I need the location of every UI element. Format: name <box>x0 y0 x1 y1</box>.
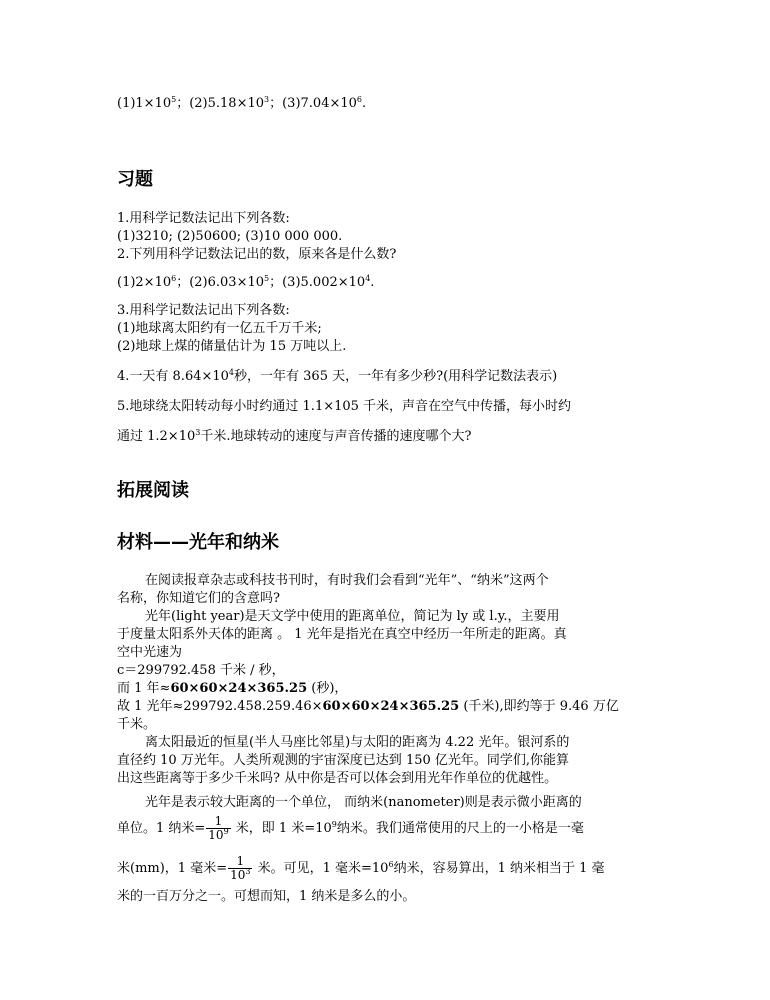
nanometer-def-suffix: 纳米。我们通常使用的尺上的一小格是一毫 <box>336 821 584 836</box>
question-1-items: (1)3210; (2)50600; (3)10 000 000. <box>117 229 343 244</box>
fraction-2-denominator <box>228 869 252 882</box>
question-3-item-2: (2)地球上煤的储量估计为 15 万吨以上. <box>117 339 347 354</box>
light-year-formula: 60×60×24×365.25 <box>322 699 460 714</box>
question-2-end: . <box>370 275 375 290</box>
paragraph-4-line-1: 光年是表示较大距离的一个单位， 而纳米(nanometer)则是表示微小距离的 <box>145 795 582 810</box>
question-3-title: 3.用科学记数法记出下列各数: <box>117 303 290 318</box>
question-2-item-3-exponent: 4 <box>365 274 371 283</box>
answer-3: ；(3)7.04×10 <box>269 96 357 111</box>
light-year-formula-prefix: 故 1 光年≈299792.458.259.46× <box>117 699 323 714</box>
year-formula-prefix: 而 1 年≈ <box>117 681 171 696</box>
paragraph-2-line-2: 于度量太阳系外天体的距离 。 1 光年是指光在真空中经历一年所走的距离。真 <box>117 627 567 642</box>
fraction-1-denominator-exponent: 9 <box>223 827 229 836</box>
question-5-exponent: 3 <box>195 428 201 437</box>
question-5-line-2 <box>117 428 471 446</box>
paragraph-2-line-6 <box>117 698 619 716</box>
fraction-1-over-10-3 <box>228 855 252 882</box>
answer-end: . <box>362 96 367 111</box>
question-2-item-3: ；(3)5.002×10 <box>269 275 366 290</box>
millimeter-def-suffix: 纳米，容易算出，1 纳米相当于 1 毫 <box>393 861 605 876</box>
answer-1-exponent: 5 <box>171 95 177 104</box>
paragraph-1-line-2: 名称，你知道它们的含意吗? <box>117 591 280 606</box>
question-4-part-a: 4.一天有 8.64×10 <box>117 369 229 384</box>
paragraph-2-line-5 <box>117 680 347 698</box>
question-2-item-2: ；(2)6.03×10 <box>176 275 265 290</box>
fraction-2-numerator: 1 <box>228 855 252 869</box>
paragraph-2-line-1: 光年(light year)是天文学中使用的距离单位，简记为 ly 或 l.y.，主要用 <box>145 609 560 624</box>
question-2-item-2-exponent: 5 <box>264 274 270 283</box>
material-heading: 材料——光年和纳米 <box>117 532 279 553</box>
question-1-title: 1.用科学记数法记出下列各数: <box>117 211 290 226</box>
paragraph-3-line-2: 直径约 10 万光年。人类所观测的宇宙深度已达到 150 亿光年。同学们,你能算 <box>117 753 570 768</box>
question-2-title: 2.下列用科学记数法记出的数，原来各是什么数? <box>117 247 397 262</box>
question-4-part-b: 秒，一年有 365 天，一年有多少秒?(用科学记数法表示) <box>234 369 558 384</box>
light-year-formula-result: (千米),即约等于 9.46 万亿 <box>459 699 619 714</box>
exercises-heading: 习题 <box>117 169 153 190</box>
paragraph-3-line-1: 离太阳最近的恒星(半人马座比邻星)与太阳的距离为 4.22 光年。银河系的 <box>145 735 570 750</box>
paragraph-3-line-3: 出这些距离等于多少千米吗? 从中你是否可以体会到用光年作单位的优越性。 <box>117 771 558 786</box>
answer-1: (1)1×10 <box>117 96 172 111</box>
millimeter-def-exponent: 6 <box>388 860 394 869</box>
fraction-1-denominator <box>206 829 230 842</box>
question-4 <box>117 368 557 386</box>
paragraph-2-line-7: 千米。 <box>117 717 157 732</box>
question-2-item-1-exponent: 6 <box>171 274 177 283</box>
paragraph-4-line-4: 米的一百万分之一。可想而知，1 纳米是多么的小。 <box>117 889 416 904</box>
question-2-items <box>117 274 374 292</box>
paragraph-1-line-1: 在阅读报章杂志或科技书刊时，有时我们会看到“光年”、“纳米”这两个 <box>145 573 549 588</box>
fraction-2-denominator-base: 10 <box>230 868 246 882</box>
fraction-2-denominator-exponent: 3 <box>245 867 251 876</box>
question-5-part-a: 通过 1.2×10 <box>117 429 196 444</box>
fraction-1-denominator-base: 10 <box>208 828 224 842</box>
paragraph-4-line-3 <box>117 855 605 882</box>
fraction-1-over-10-9 <box>206 815 230 842</box>
fraction-1-numerator: 1 <box>206 815 230 829</box>
answer-2: ；(2)5.18×10 <box>176 96 265 111</box>
nanometer-def-middle: 米，即 1 米=10 <box>231 821 332 836</box>
year-formula: 60×60×24×365.25 <box>170 681 308 696</box>
question-2-item-1: (1)2×10 <box>117 275 172 290</box>
answer-line <box>117 95 366 113</box>
paragraph-2-line-4: c＝299792.458 千米 / 秒， <box>117 663 285 678</box>
extended-reading-heading: 拓展阅读 <box>117 480 189 501</box>
year-formula-unit: (秒)， <box>307 681 348 696</box>
answer-2-exponent: 3 <box>264 95 270 104</box>
question-3-item-1: (1)地球离太阳约有一亿五千万千米; <box>117 321 322 336</box>
nanometer-def-exponent: 9 <box>331 820 337 829</box>
millimeter-def-middle: 米。可见，1 毫米=10 <box>253 861 389 876</box>
question-5-part-b: 千米.地球转动的速度与声音传播的速度哪个大? <box>200 429 472 444</box>
answer-3-exponent: 6 <box>356 95 362 104</box>
question-5-line-1: 5.地球绕太阳转动每小时约通过 1.1×105 千米，声音在空气中传播，每小时约 <box>117 399 572 414</box>
paragraph-2-line-3: 空中光速为 <box>117 645 183 660</box>
nanometer-def-prefix: 单位。1 纳米= <box>117 821 206 836</box>
millimeter-def-prefix: 米(mm)，1 毫米= <box>117 861 228 876</box>
question-4-exponent: 4 <box>228 368 235 377</box>
paragraph-4-line-2 <box>117 815 584 842</box>
